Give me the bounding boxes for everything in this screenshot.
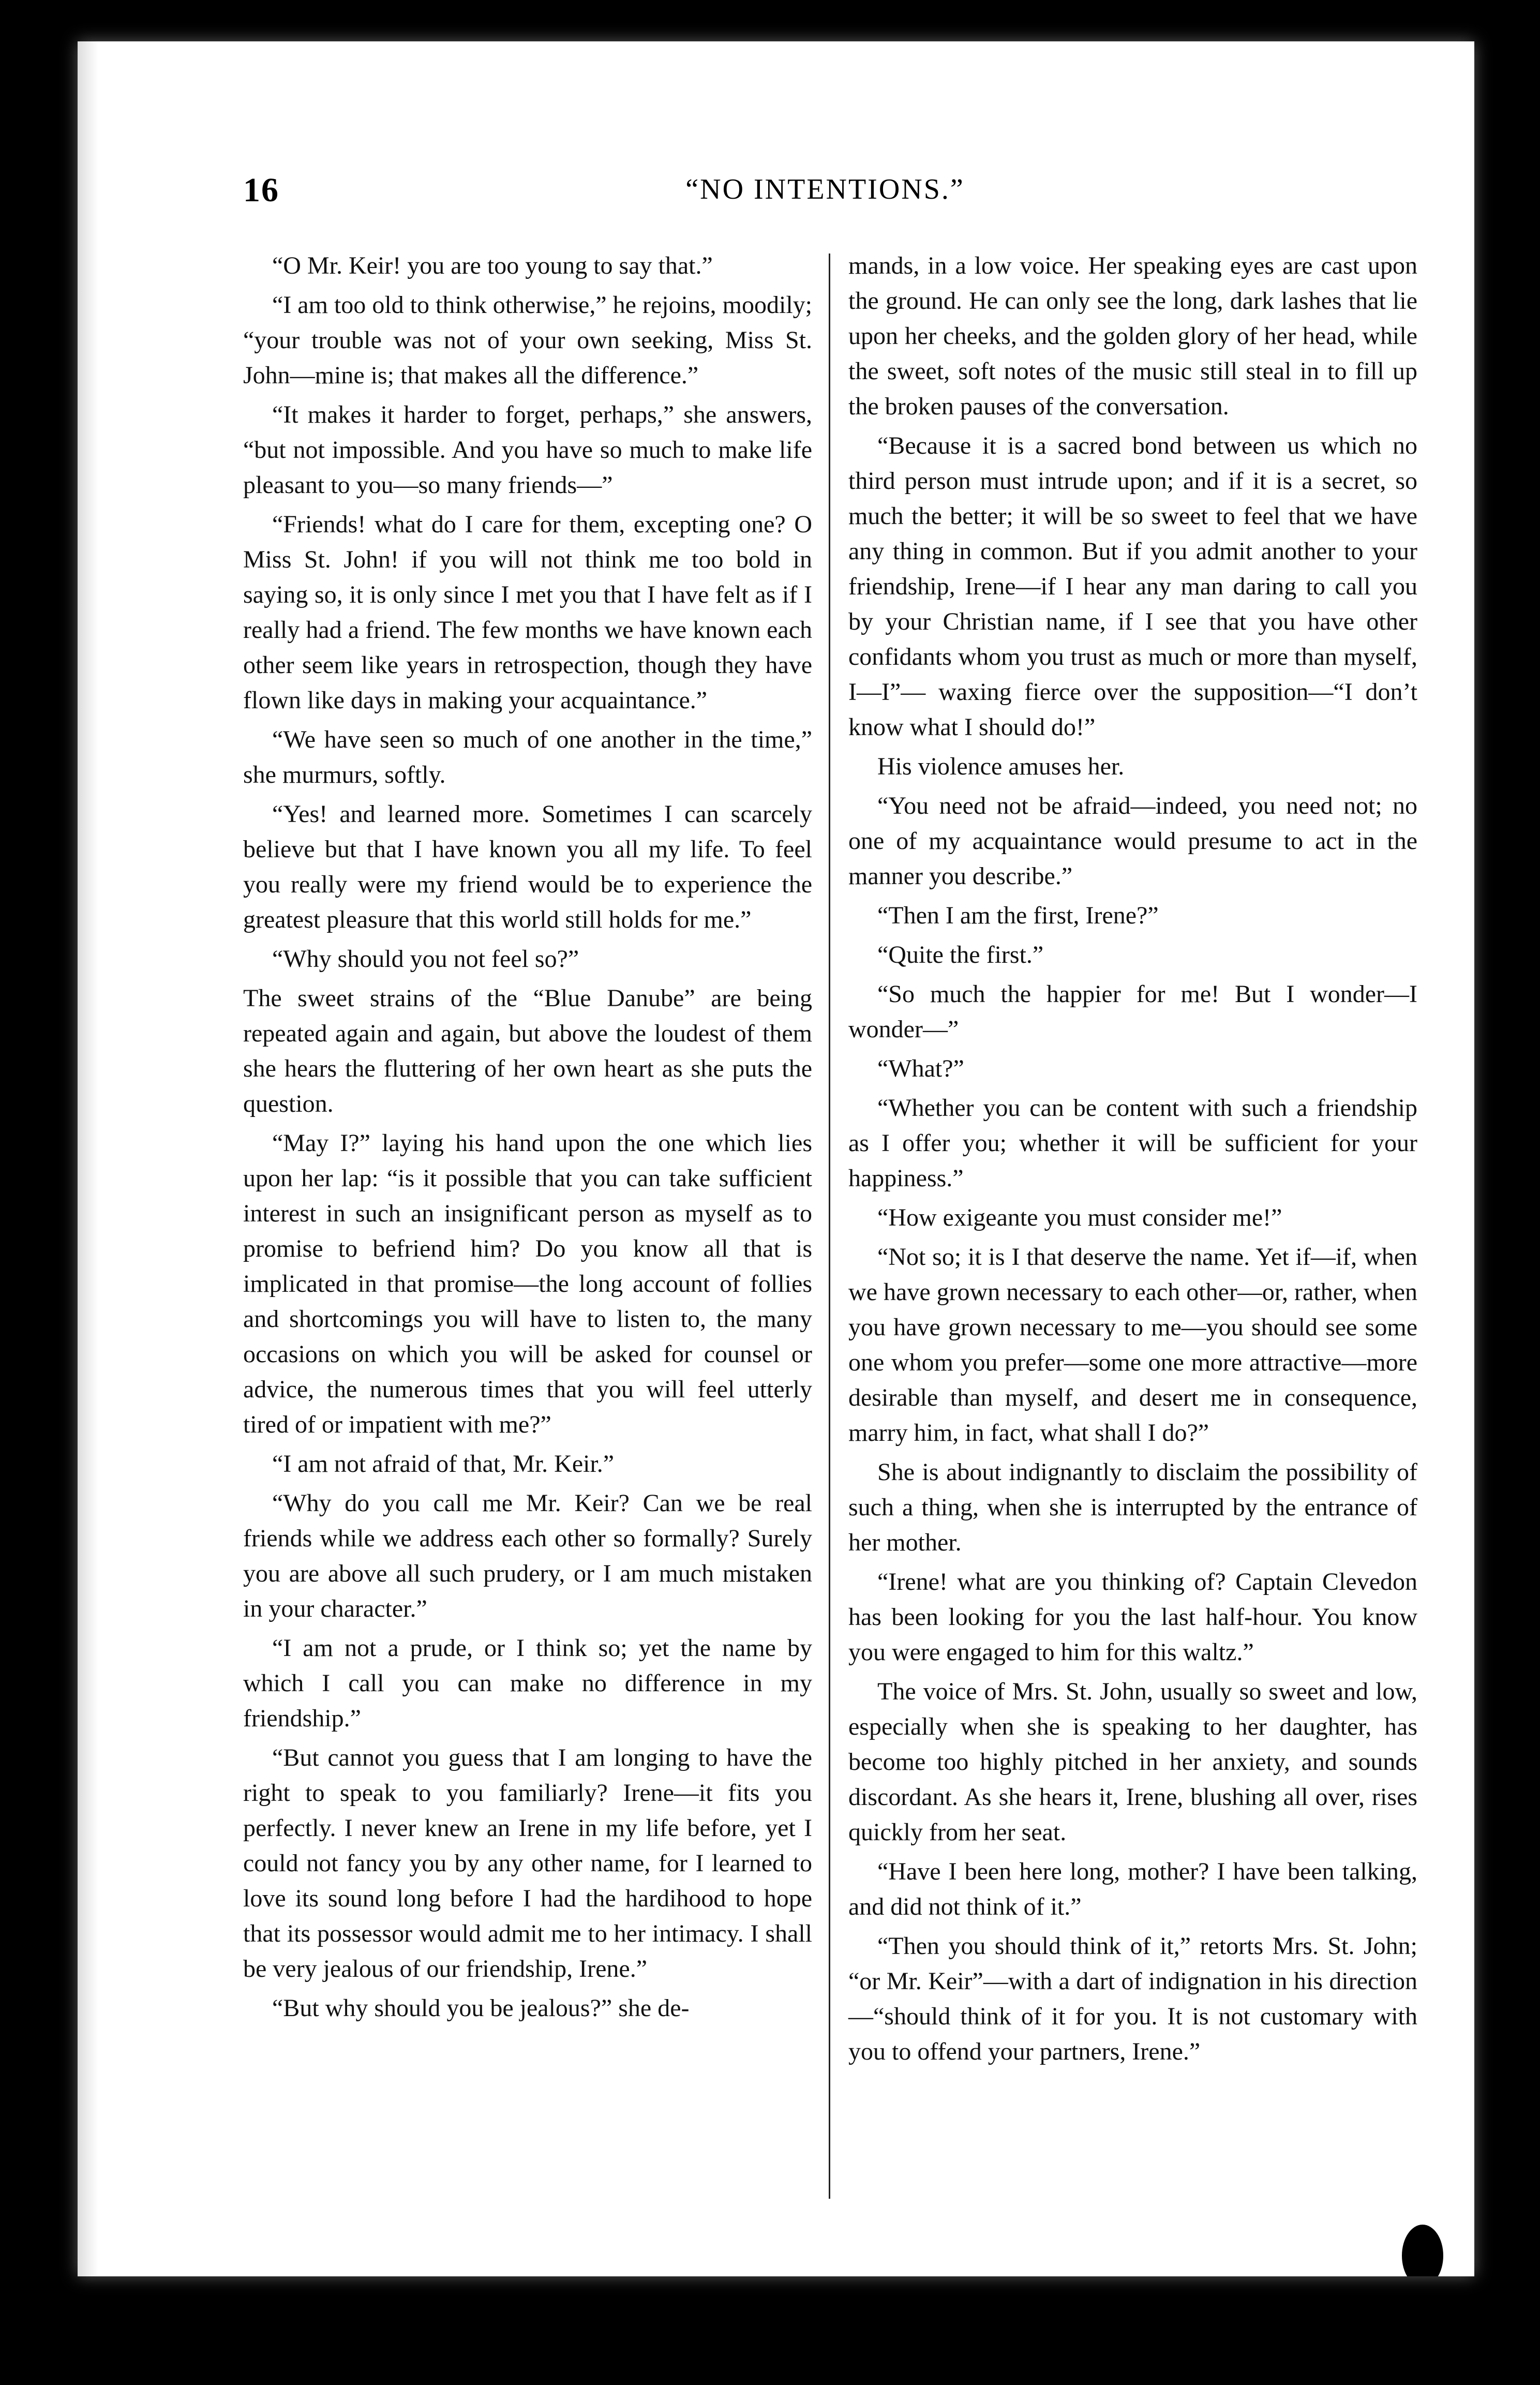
- paragraph: The voice of Mrs. St. John, usually so sweet and low, especially when she is speaking to her daughter, has become too highly pitched in her anxiety, and sounds discordant. As she hears it, Irene, blushing all over, rises quickly from her seat.: [848, 1678, 1417, 1846]
- page-number: 16: [243, 171, 279, 209]
- paragraph: “But cannot you guess that I am longing to have the right to speak to you familiarly? Irene—it fits you perfectly. I never knew an Irene in my life before, yet I could not fancy you by any other name, for I learned to love its sound long before I had the hardihood to hope that its possessor would admit me to her intimacy. I shall be very jealous of our friendship, Irene.”: [243, 1744, 812, 1982]
- paragraph: “Quite the first.”: [877, 941, 1044, 968]
- paragraph: “Why should you not feel so?”: [272, 945, 579, 973]
- paragraph: “Not so; it is I that deserve the name. Yet if—if, when we have grown necessary to each other—or, rather, when you have grown necessary to me—you should see some one whom you prefer—some one more attractive—more desirable than myself, and desert me in consequence, marry him, in fact, what shall I do?”: [848, 1243, 1417, 1447]
- paragraph: “Because it is a sacred bond between us which no third person must intrude upon; and if it is a secret, so much the better; it will be so sweet to feel that we have any thing in common. But if you admit another to your friendship, Irene—if I hear any man daring to call you by your Christian name, if I see that you have other confidants whom you trust as much or more than myself, I—I”— waxing fierce over the supposition—“I don’t know what I should do!”: [848, 432, 1417, 741]
- paragraph: The sweet strains of the “Blue Danube” are being repeated again and again, but above the loudest of them she hears the fluttering of her own heart as she puts the question.: [243, 985, 812, 1117]
- paragraph: “Then you should think of it,” retorts Mrs. St. John; “or Mr. Keir”—with a dart of indignation in his direction—“should think of it for you. It is not customary with you to offend your partners, Irene.”: [848, 1932, 1417, 2065]
- paragraph: She is about indignantly to disclaim the possibility of such a thing, when she is interrupted by the entrance of her mother.: [848, 1458, 1417, 1556]
- paragraph: “Yes! and learned more. Sometimes I can scarcely believe but that I have known you all my life. To feel you really were my friend would be to experience the greatest pleasure that this world still holds for me.”: [243, 800, 812, 933]
- paragraph: “So much the happier for me! But I wonder—I wonder—”: [848, 980, 1417, 1043]
- paragraph: “Then I am the first, Irene?”: [877, 902, 1159, 929]
- left-column: [243, 248, 812, 2030]
- page-spine-shadow: [78, 41, 98, 2276]
- paragraph: His violence amuses her.: [877, 753, 1125, 780]
- paragraph: mands, in a low voice. Her speaking eyes are cast upon the ground. He can only see the long, dark lashes that lie upon her cheeks, and the golden glory of her head, while the sweet, soft notes of the music still steal in to fill up the broken pauses of the conversation.: [848, 252, 1417, 420]
- paragraph: “Whether you can be content with such a friendship as I offer you; whether it will be sufficient for your happiness.”: [848, 1094, 1417, 1192]
- page-header: [243, 171, 1407, 228]
- paragraph: “O Mr. Keir! you are too young to say that.”: [272, 252, 713, 279]
- paragraph: “How exigeante you must consider me!”: [877, 1204, 1282, 1231]
- paragraph: “May I?” laying his hand upon the one which lies upon her lap: “is it possible that you can take sufficient interest in such an insignificant person as myself as to promise to befriend him? Do you know all that is implicated in that promise—the long account of follies and shortcomings you will have to listen to, the many occasions on which you will be asked for counsel or advice, the numerous times that you will feel utterly tired of or impatient with me?”: [243, 1129, 812, 1438]
- paragraph: “I am not afraid of that, Mr. Keir.”: [272, 1450, 615, 1478]
- paragraph: “Have I been here long, mother? I have been talking, and did not think of it.”: [848, 1858, 1417, 1920]
- book-page: [78, 41, 1474, 2276]
- column-rule: [829, 254, 830, 2199]
- paragraph: “What?”: [877, 1055, 964, 1082]
- paragraph: “We have seen so much of one another in the time,” she murmurs, softly.: [243, 726, 812, 788]
- paragraph: “Irene! what are you thinking of? Captain Clevedon has been looking for you the last half-hour. You know you were engaged to him for this waltz.”: [848, 1568, 1417, 1666]
- running-title: “NO INTENTIONS.”: [685, 173, 965, 205]
- paragraph: “But why should you be jealous?” she de-: [272, 1994, 690, 2022]
- paragraph: “You need not be afraid—indeed, you need not; no one of my acquaintance would presume to act in the manner you describe.”: [848, 792, 1417, 890]
- paragraph: “It makes it harder to forget, perhaps,” she answers, “but not impossible. And you have so much to make life pleasant to you—so many friends—”: [243, 401, 812, 499]
- paragraph: “Why do you call me Mr. Keir? Can we be real friends while we address each other so formally? Surely you are above all such prudery, or I am much mistaken in your character.”: [243, 1489, 812, 1622]
- right-column: [848, 248, 1417, 2074]
- ink-smudge: [1402, 2225, 1443, 2276]
- paragraph: “I am too old to think otherwise,” he rejoins, moodily; “your trouble was not of your own seeking, Miss St. John—mine is; that makes all the difference.”: [243, 291, 812, 389]
- paragraph: “Friends! what do I care for them, excepting one? O Miss St. John! if you will not think me too bold in saying so, it is only since I met you that I have felt as if I really had a friend. The few months we have known each other seem like years in retrospection, though they have flown like days in making your acquaintance.”: [243, 511, 812, 714]
- paragraph: “I am not a prude, or I think so; yet the name by which I call you can make no difference in my friendship.”: [243, 1634, 812, 1732]
